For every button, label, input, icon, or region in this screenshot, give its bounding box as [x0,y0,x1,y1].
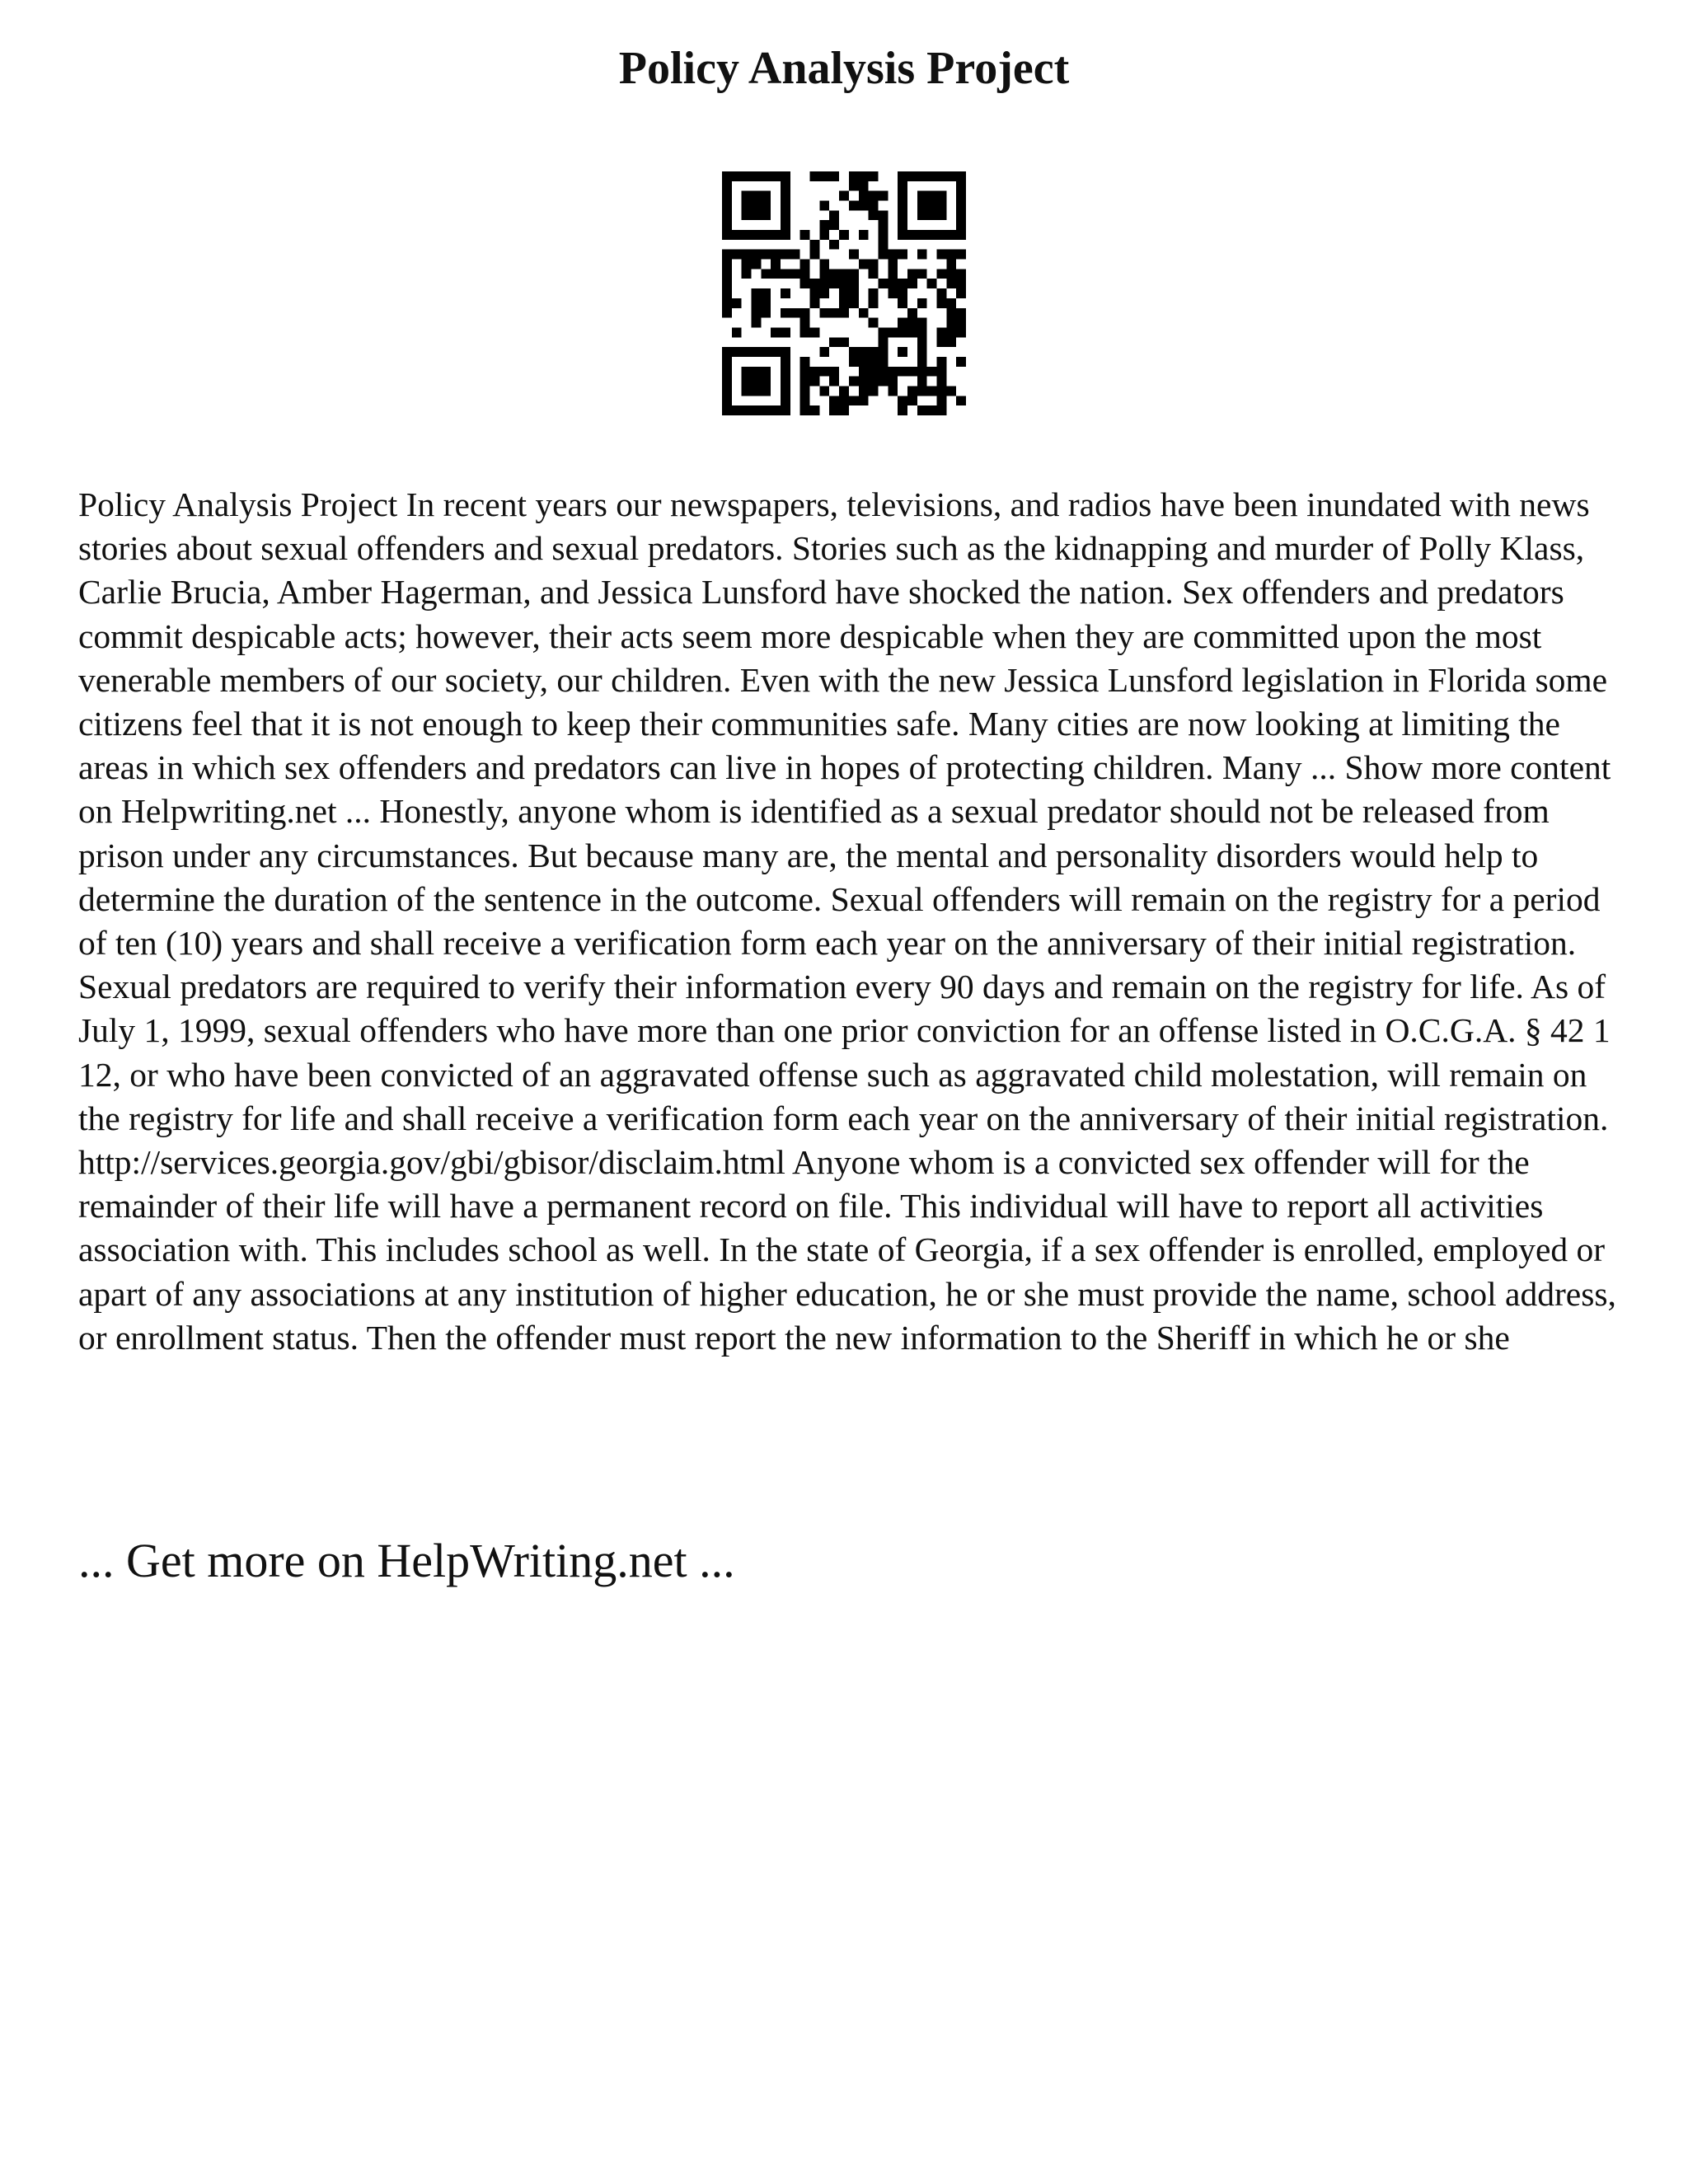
page-title: Policy Analysis Project [618,43,1070,94]
get-more-link[interactable]: ... Get more on HelpWriting.net ... [78,1534,735,1587]
body-text: Policy Analysis Project In recent years our newspapers, televisions, and radios have been inundated with news stories about sexual offenders and sexual predators. Stories such as the kidnapping and murder of Polly Klass, Carlie Brucia, Amber Hagerman, and Jessica Lunsford have shocked the nation. Sex offenders and predators commit despicable acts; however, their acts seem more despicable when they are committed upon the most venerable members of our society, our children. Even with the new Jessica Lunsford legislation in Florida some citizens feel that it is not enough to keep their communities safe. Many cities are now looking at limiting the areas in which sex offenders and predators can live in hopes of protecting children. Many ... Show more content on Helpwriting.net ... Honestly, anyone whom is identified as a sexual predator should not be released from prison under any circumstances. But because many are, the mental and personality disorders would help to determine the duration of the sentence in the outcome. Sexual offenders will remain on the registry for a period of ten (10) years and shall receive a verification form each year on the anniversary of their initial registration. Sexual predators are required to verify their information every 90 days and remain on the registry for life. As of July 1, 1999, sexual offenders who have more than one prior conviction for an offense listed in O.C.G.A. § 42 1 12, or who have been convicted of an aggravated offense such as aggravated child molestation, will remain on the registry for life and shall receive a verification form each year on the anniversary of their initial registration. http://services.georgia.gov/gbi/gbisor/disclaim.html Anyone whom is a convicted sex offender will for the remainder of their life will have a permanent record on file. This individual will have to report all activities association with. This includes school as well. In the state of Georgia, if a sex offender is enrolled, employed or apart of any associations at any institution of higher education, he or she must provide the name, school address, or enrollment status. Then the offender must report the new information to the Sheriff in which he or she [78,485,1616,1357]
qr-code-icon [722,171,966,415]
